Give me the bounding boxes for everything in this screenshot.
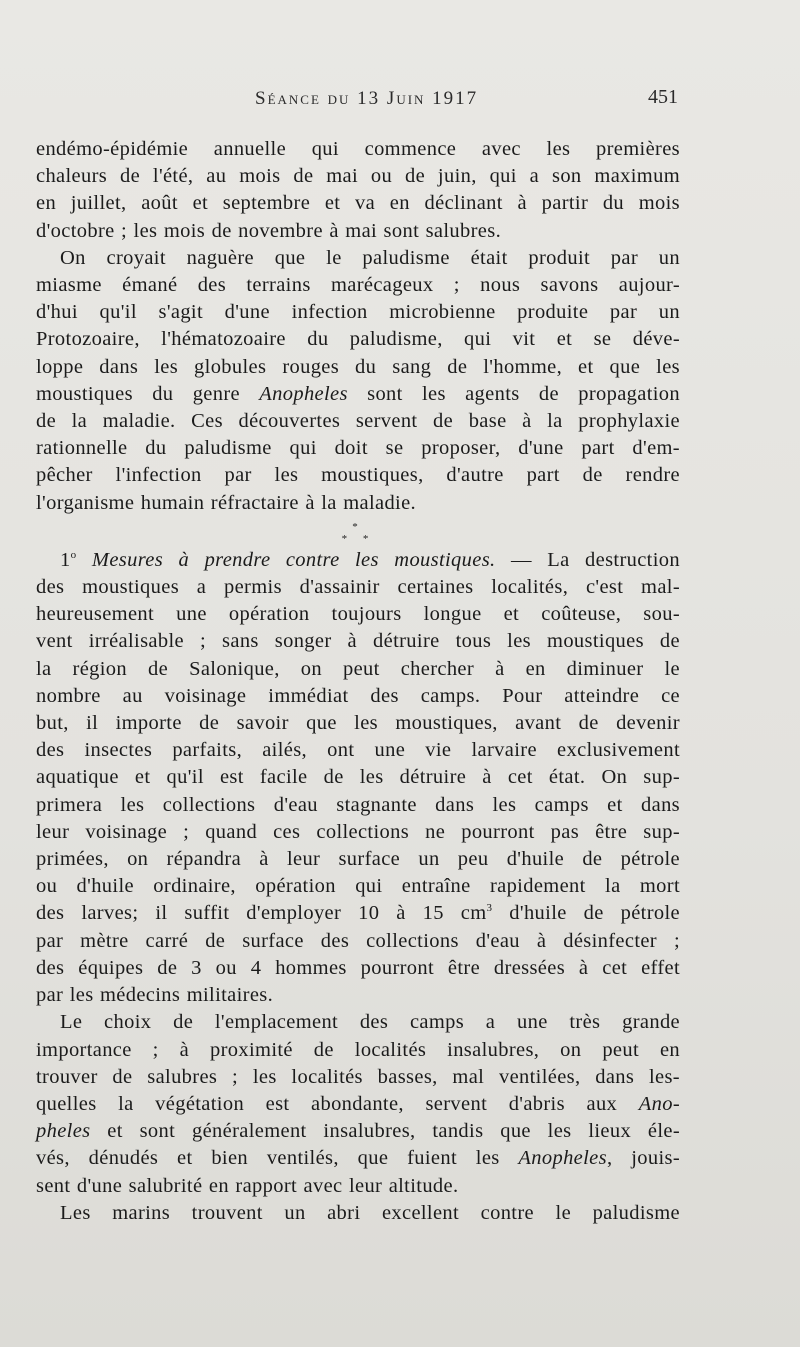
text-line: des insectes parfaits, ailés, ont une vie larvaire exclusivement (36, 739, 680, 762)
italic-genus: pheles (36, 1120, 91, 1143)
text-line: endémo-épidémie annuelle qui commence avec les premières (36, 138, 680, 160)
text-fragment: sont les agents de propagation (347, 382, 680, 405)
text-line: rationnelle du paludisme qui doit se proposer, d'une part d'em- (36, 437, 680, 460)
text-line (36, 1118, 680, 1145)
italic-genus: Anopheles (259, 382, 348, 405)
text-line: primées, on répandra à leur surface un peu d'huile de pétrole (36, 848, 680, 871)
text-line: de la maladie. Ces découvertes servent de base à la prophylaxie (36, 410, 680, 433)
asterism-bottom: * * (341, 532, 375, 545)
paragraph-continuation (36, 136, 680, 245)
text-line: d'hui qu'il s'agit d'une infection microbienne produite par un (36, 301, 680, 324)
text-line: l'organisme humain réfractaire à la maladie. (36, 491, 417, 514)
text-line: Protozoaire, l'hématozoaire du paludisme, qui vit et se déve- (36, 328, 680, 351)
text-line: On croyait naguère que le paludisme était produit par un (60, 246, 680, 269)
text-line (36, 547, 680, 574)
asterism-separator (36, 521, 680, 545)
text-line: des équipes de 3 ou 4 hommes pourront être dressées à cet effet (36, 956, 680, 979)
text-line: loppe dans les globules rouges du sang de l'homme, et que les (36, 355, 680, 378)
text-line: ou d'huile ordinaire, opération qui entraîne rapidement la mort (36, 875, 680, 898)
paragraph-mesures (36, 547, 680, 1009)
italic-genus: Anopheles (518, 1147, 607, 1170)
text-line: but, il importe de savoir que les moustiques, avant de devenir (36, 712, 680, 735)
text-line: importance ; à proximité de localités insalubres, on peut en (36, 1038, 680, 1061)
text-line: par les médecins militaires. (36, 984, 274, 1007)
text-line: en juillet, août et septembre et va en déclinant à partir du mois (36, 192, 680, 215)
section-number-sup: o (70, 549, 77, 562)
body-text (36, 136, 680, 1227)
text-line: la région de Salonique, on peut chercher à en diminuer le (36, 657, 680, 680)
running-title: Séance du 13 Juin 1917 (255, 88, 479, 109)
text-line: des moustiques a permis d'assainir certaines localités, c'est mal- (36, 576, 680, 599)
text-fragment: — La destruction (495, 548, 680, 571)
text-line: chaleurs de l'été, au mois de mai ou de juin, qui a son maximum (36, 165, 680, 188)
text-fragment: , jouis- (606, 1147, 680, 1170)
text-line: d'octobre ; les mois de novembre à mai sont salubres. (36, 219, 502, 242)
text-fragment: vés, dénudés et bien ventilés, que fuient les (36, 1147, 519, 1170)
paragraph-marins (36, 1200, 680, 1227)
text-line: pêcher l'infection par les moustiques, d'autre part de rendre (36, 464, 680, 487)
text-line (36, 900, 680, 927)
text-line: Le choix de l'emplacement des camps a une très grande (60, 1011, 680, 1034)
text-line: aquatique et qu'il est facile de les détruire à cet état. On sup- (36, 766, 680, 789)
text-line (36, 381, 680, 408)
text-fragment: moustiques du genre (36, 382, 260, 405)
text-line: Les marins trouvent un abri excellent contre le paludisme (60, 1201, 680, 1224)
text-fragment: des larves; il suffit d'employer 10 à 15 cm (36, 902, 487, 925)
text-line: trouver de salubres ; les localités basses, mal ventilées, dans les- (36, 1065, 680, 1088)
text-line: leur voisinage ; quand ces collections ne pourront pas être sup- (36, 820, 680, 843)
running-header (0, 86, 800, 116)
text-fragment: d'huile de pétrole (492, 902, 680, 925)
paragraph-emplacement (36, 1009, 680, 1199)
text-line: nombre au voisinage immédiat des camps. Pour atteindre ce (36, 684, 680, 707)
paragraph-paludisme (36, 245, 680, 517)
text-fragment: et sont généralement insalubres, tandis que les lieux éle- (90, 1120, 680, 1143)
text-line (36, 1091, 680, 1118)
asterism-top: * (352, 520, 364, 533)
section-number: 1 (60, 548, 71, 571)
text-line (36, 1145, 680, 1172)
cubic-superscript: 3 (486, 902, 493, 915)
text-line: heureusement une opération toujours longue et coûteuse, sou- (36, 603, 680, 626)
italic-genus: Ano- (638, 1092, 680, 1115)
page-number: 451 (648, 86, 678, 108)
text-fragment: quelles la végétation est abondante, servent d'abris aux (36, 1092, 639, 1115)
text-line: par mètre carré de surface des collections d'eau à désinfecter ; (36, 929, 680, 952)
section-heading-italic: Mesures à prendre contre les moustiques. (91, 548, 496, 571)
text-line: sent d'une salubrité en rapport avec leur altitude. (36, 1174, 459, 1197)
text-line: vent irréalisable ; sans songer à détruire tous les moustiques de (36, 630, 680, 653)
text-line: miasme émané des terrains marécageux ; nous savons aujour- (36, 274, 680, 297)
text-line: primera les collections d'eau stagnante dans les camps et dans (36, 793, 680, 816)
